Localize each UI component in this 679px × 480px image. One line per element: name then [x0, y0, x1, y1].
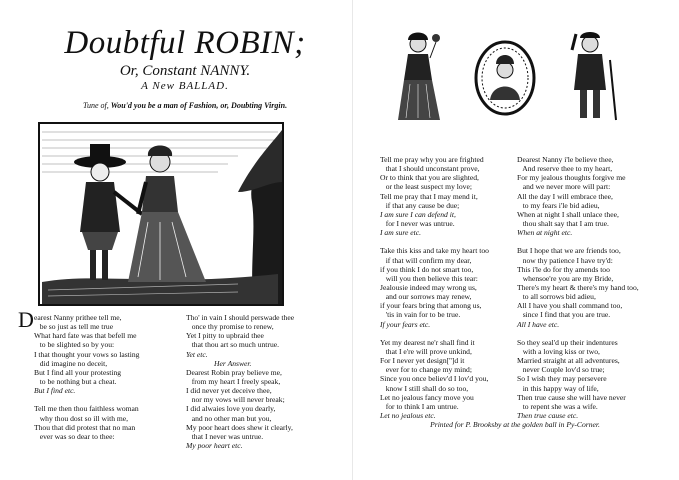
verse-line: ever was so dear to thee: — [34, 431, 115, 441]
verse-line: ever for to change my mind; — [380, 365, 472, 375]
verse-line: I am sure etc. — [380, 228, 422, 238]
imprint-line: Printed for P. Brooksby at the golden ball in Py-Corner. — [430, 420, 600, 429]
verse-line: Take this kiss and take my heart too — [380, 246, 489, 256]
verse-line: Her Answer. — [214, 358, 252, 368]
verse-line: I did alwaies love you dearly, — [186, 404, 276, 414]
verse-line: if your fears bring that among us, — [380, 301, 482, 311]
verse-column-3 — [380, 155, 489, 420]
verse-line: to all sorrows bid adieu, — [517, 292, 596, 302]
verse-line: did imagine no deceit, — [34, 358, 108, 368]
verse-line: know I still shall do so too, — [380, 383, 469, 393]
verse-line: or the least suspect my love; — [380, 182, 472, 192]
verse-line: and no other man but you, — [186, 413, 272, 423]
verse-column-4 — [517, 155, 639, 420]
verse-column-2 — [186, 313, 294, 450]
verse-line: So they seal'd up their indentures — [517, 337, 618, 347]
verse-line: that I never was untrue. — [186, 431, 264, 441]
verse-line: Tho' in vain I should perswade thee — [186, 313, 295, 322]
verse-line: Dearest Nanny i'le believe thee, — [517, 155, 614, 164]
verse-line: earest Nanny prithee tell me, — [34, 313, 122, 322]
verse-line: Tell me pray that I may mend it, — [380, 191, 478, 201]
verse-line: Tell me then thou faithless woman — [34, 404, 139, 414]
verse-line: once thy promise to renew, — [186, 322, 274, 332]
verse-line: My poor heart etc. — [186, 440, 243, 450]
verse-line: to be nothing but a cheat. — [34, 376, 117, 386]
verse-line: All I have etc. — [517, 319, 560, 329]
woodcut-couple-illustration — [38, 122, 284, 306]
woodcut-man-with-staff — [566, 30, 618, 122]
verse-line: whensoe're you are my Bride, — [517, 273, 614, 283]
verse-line — [380, 237, 489, 246]
verse-line: For my jealous thoughts forgive me — [517, 173, 626, 183]
verse-line: Since you once believ'd I lov'd you, — [380, 374, 489, 384]
verse-line: why thou dost so ill with me, — [34, 413, 129, 423]
verse-line: thou shalt say that I am true. — [517, 218, 609, 228]
verse-line: with a loving kiss or two, — [517, 346, 600, 356]
verse-line: Thou that did protest that no man — [34, 422, 136, 432]
verse-line: Yet etc. — [186, 349, 208, 359]
woodcut-oval-portrait — [474, 40, 536, 116]
verse-line: Let no jealous etc. — [380, 410, 436, 420]
verse-line — [517, 237, 639, 246]
verse-line: be so just as tell me true — [34, 322, 114, 332]
verse-line: to be slighted so by you: — [34, 340, 115, 350]
verse-line: For I never yet design['']d it — [380, 356, 465, 366]
verse-line: There's my heart & there's my hand too, — [517, 282, 639, 292]
verse-line: if you think I do not smart too, — [380, 264, 474, 274]
verse-line: for I never was untrue. — [380, 218, 455, 228]
verse-line: Yet my dearest ne'r shall find it — [380, 337, 475, 347]
verse-column-1 — [34, 313, 139, 441]
verse-line: Then true cause she will have never — [517, 392, 626, 402]
verse-line: in this happy way of life, — [517, 383, 599, 393]
verse-line: to my fears i'le bid adieu, — [517, 200, 600, 210]
verse-line: I did never yet deceive thee, — [186, 386, 272, 396]
verse-line: if that will confirm my dear, — [380, 255, 472, 265]
verse-line: When at night I shall unlace thee, — [517, 209, 619, 219]
verse-line: Yet I pitty to upbraid thee — [186, 331, 264, 341]
verse-line: So I wish they may persevere — [517, 374, 607, 384]
verse-line: Jealousie indeed may wrong us, — [380, 282, 477, 292]
verse-line: now thy patience I have try'd: — [517, 255, 613, 265]
tune-names: Wou'd you be a man of Fashion, or, Doubting Virgin. — [110, 101, 288, 110]
verse-line: from my heart I freely speak, — [186, 376, 281, 386]
tune-line — [20, 101, 350, 111]
verse-line: But I find all your protesting — [34, 367, 122, 377]
verse-line: Married straight at all adventures, — [517, 356, 620, 366]
woodcut-woman-with-flower — [396, 30, 442, 122]
verse-line: that I e're will prove unkind, — [380, 346, 472, 356]
verse-line: that I should unconstant prove, — [380, 164, 480, 174]
verse-line: since I find that you are true. — [517, 310, 611, 320]
verse-line: When at night etc. — [517, 228, 573, 238]
verse-line — [34, 395, 139, 404]
verse-line: What hard fate was that befell me — [34, 331, 137, 341]
verse-line: This i'le do for thy amends too — [517, 264, 610, 274]
ballad-subheading: A New BALLAD. — [141, 80, 229, 92]
verse-line: All the day I will embrace thee, — [517, 191, 613, 201]
verse-line: nor my vows will never break; — [186, 395, 285, 405]
verse-line: never Couple lov'd so true; — [517, 365, 605, 375]
verse-line: But I find etc. — [34, 386, 76, 396]
verse-line: All I have you shall command too, — [517, 301, 623, 311]
page-fold — [352, 0, 353, 480]
verse-line: and we never more will part: — [517, 182, 611, 192]
verse-line: I that thought your vows so lasting — [34, 349, 140, 359]
verse-line: if that any cause be due; — [380, 200, 460, 210]
verse-line: Tell me pray why you are frighted — [380, 155, 484, 164]
dropcap-letter: D — [18, 307, 34, 332]
tune-prefix: Tune of, — [82, 101, 111, 110]
verse-line: My poor heart does shew it clearly, — [186, 422, 293, 432]
verse-line: and our sorrows may renew, — [380, 292, 472, 302]
verse-line: Dearest Robin pray believe me, — [186, 367, 282, 377]
ballad-title: Doubtful ROBIN; — [64, 25, 306, 61]
ballad-subtitle: Or, Constant NANNY. — [119, 63, 251, 79]
verse-line: that thou art so much untrue. — [186, 340, 280, 350]
verse-line: to repent she was a wife. — [517, 401, 598, 411]
verse-line: Then true cause etc. — [517, 410, 579, 420]
verse-line: Or to think that you are slighted, — [380, 173, 479, 183]
verse-line: Let no jealous fancy move you — [380, 392, 474, 402]
verse-line: will you then believe this tear: — [380, 273, 478, 283]
verse-line: for to think I am untrue. — [380, 401, 459, 411]
verse-line: I am sure I can defend it, — [380, 209, 456, 219]
verse-line: 'tis in vain for to be true. — [380, 310, 461, 320]
verse-line: If your fears etc. — [380, 319, 431, 329]
verse-line: And reserve thee to my heart, — [517, 164, 613, 174]
verse-line: But I hope that we are friends too, — [517, 246, 621, 256]
verse-line — [517, 329, 639, 338]
verse-line — [380, 329, 489, 338]
